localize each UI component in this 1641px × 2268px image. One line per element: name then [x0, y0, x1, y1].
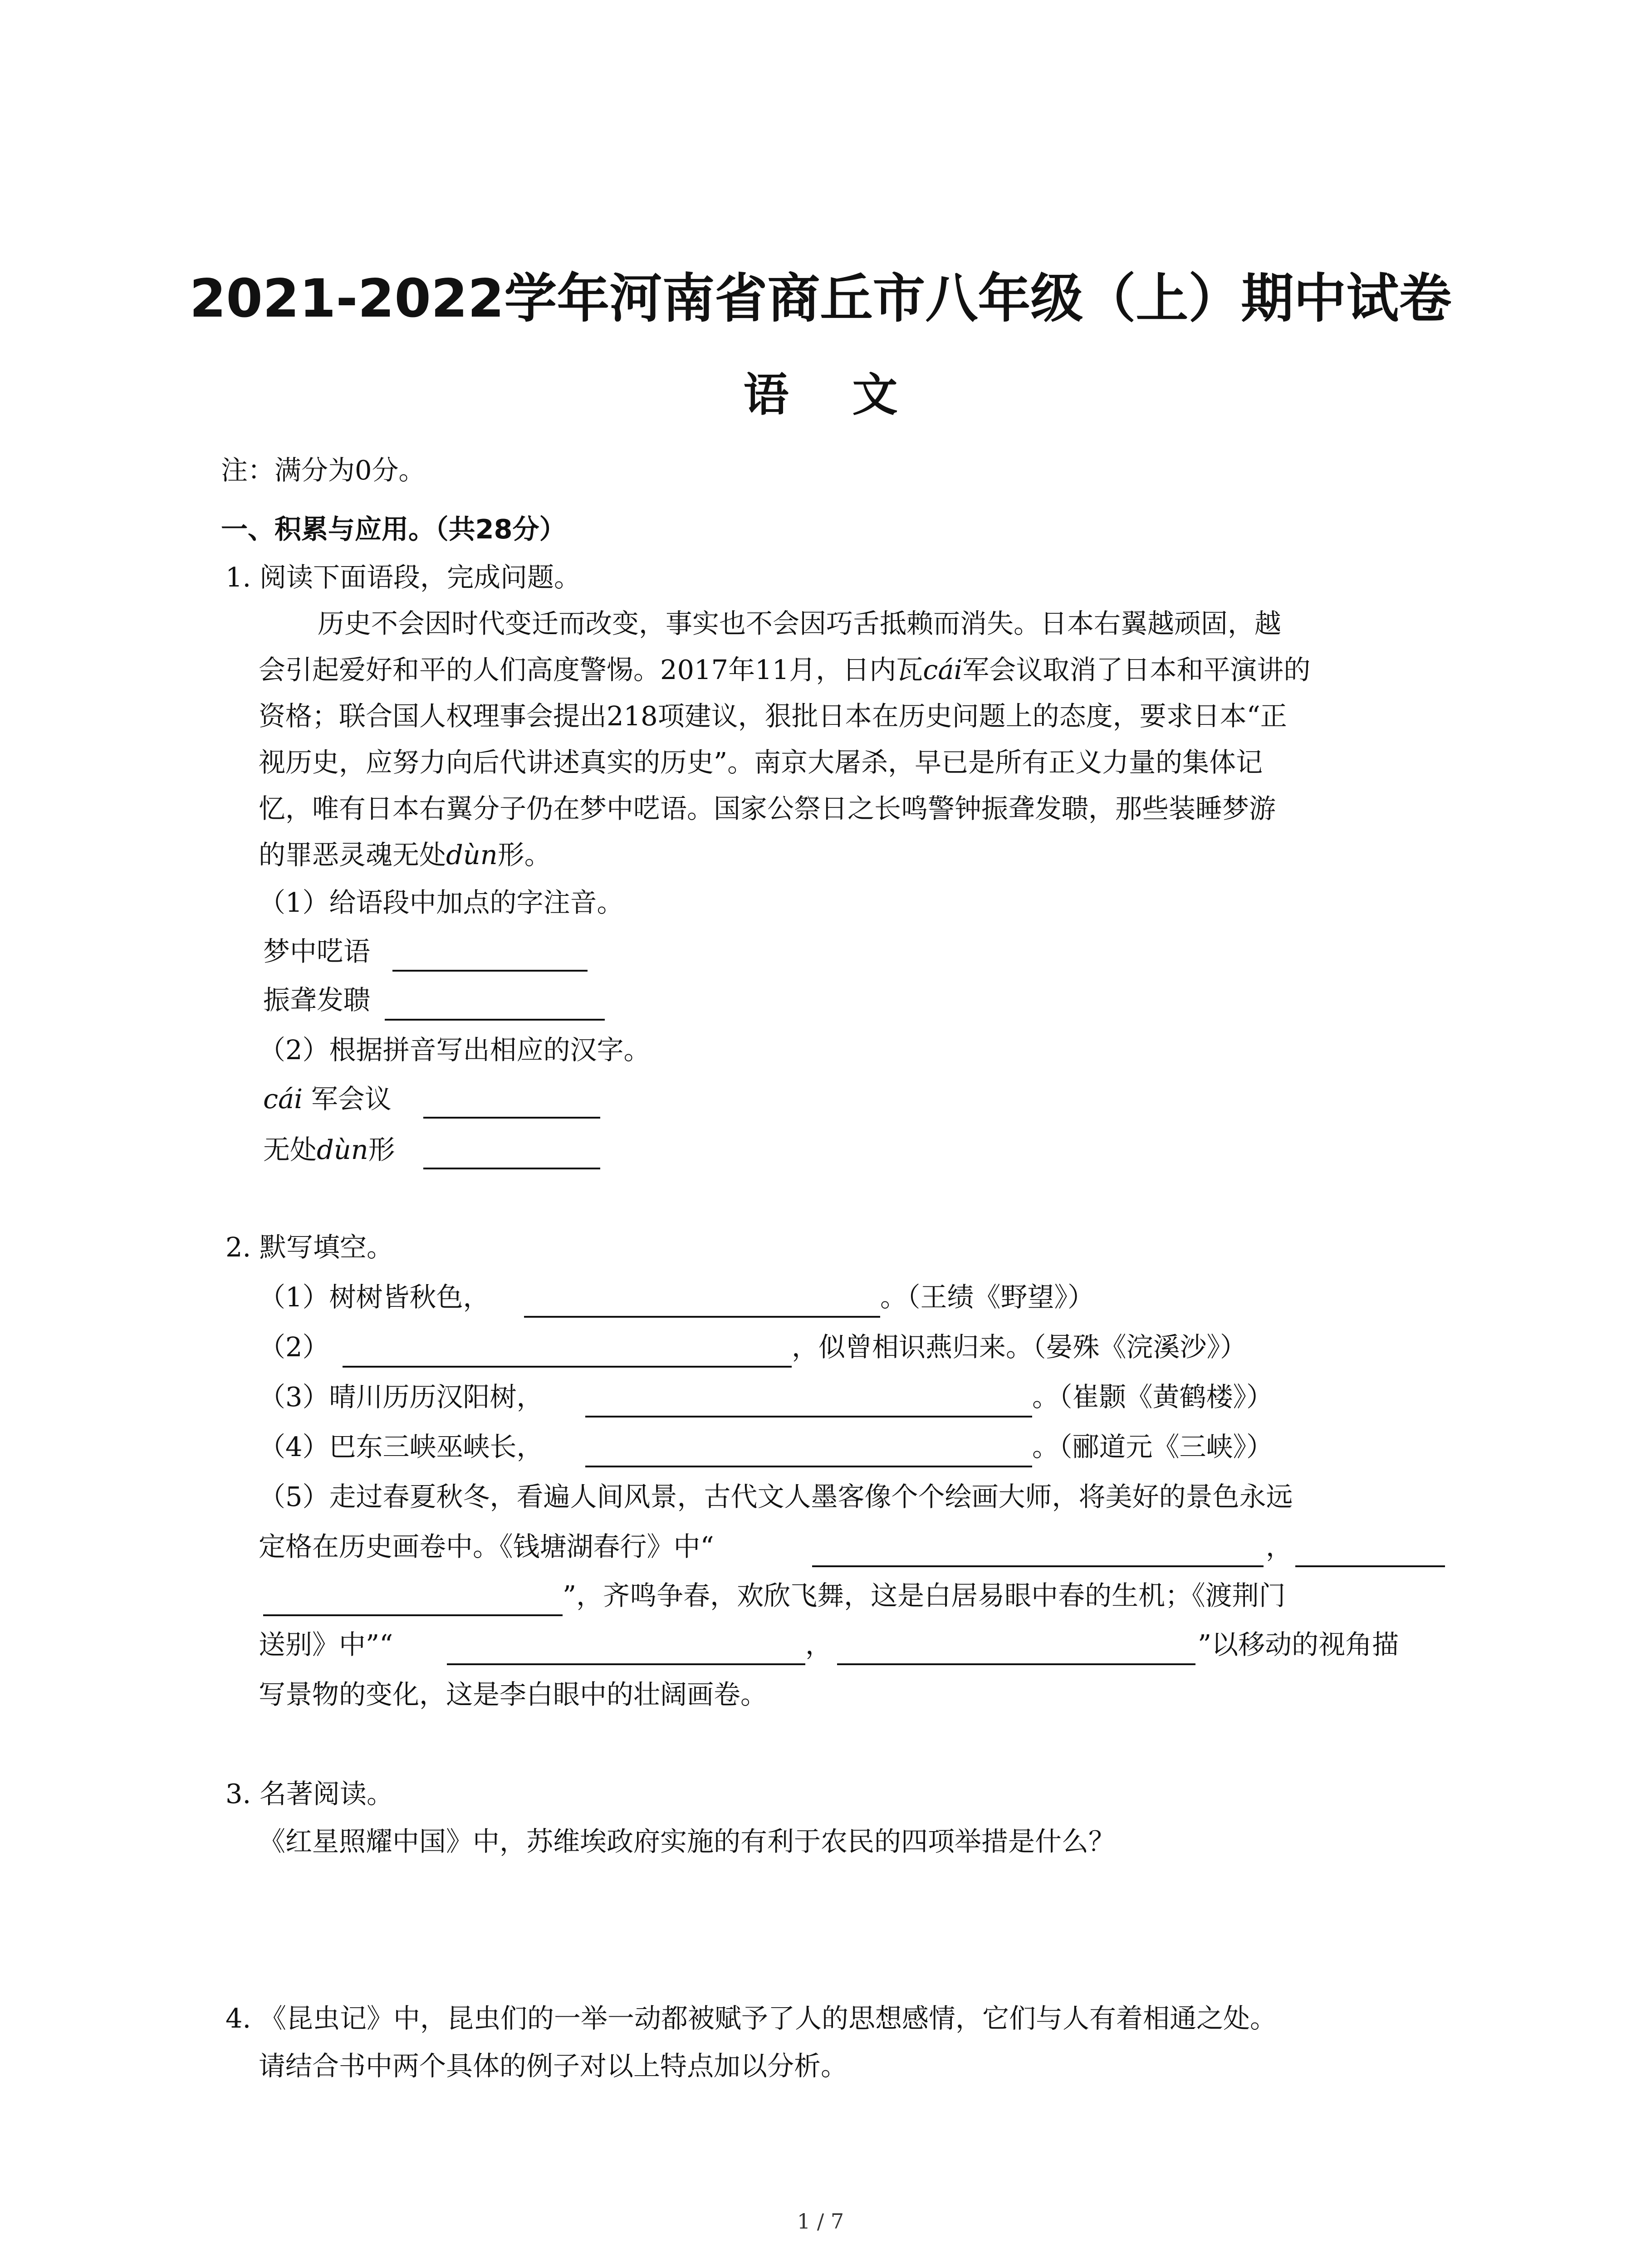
section-heading: 一、积累与应用。（共28分）: [221, 513, 566, 545]
answer-blank[interactable]: [423, 1168, 600, 1169]
q1-passage-line: 会引起爱好和平的人们高度警惕。2017年11月，日内瓦cái军会议取消了日本和平演讲的: [259, 654, 1311, 685]
q2-line5-text: 定格在历史画卷中。《钱塘湖春行》中“: [259, 1531, 714, 1562]
q1-item-label: 梦中呓语: [263, 936, 371, 967]
page-number: 1 / 7: [797, 2209, 844, 2234]
answer-blank[interactable]: [343, 1366, 792, 1368]
answer-blank[interactable]: [447, 1663, 805, 1665]
q2-stem: 2. 默写填空。: [225, 1232, 394, 1263]
q1-stem: 1. 阅读下面语段，完成问题。: [225, 562, 581, 593]
q2-line-suffix: 。（郦道元《三峡》）: [1032, 1431, 1274, 1462]
q1-passage-line: 的罪恶灵魂无处dùn形。: [259, 839, 551, 870]
subject-title: 语文: [743, 368, 961, 421]
q1-item-label: 振聋发聩: [263, 984, 371, 1016]
q4-line: 请结合书中两个具体的例子对以上特点加以分析。: [259, 2050, 848, 2082]
answer-blank[interactable]: [837, 1663, 1195, 1665]
q2-comma: ，: [805, 1629, 833, 1660]
score-note: 注：满分为0分。: [221, 455, 426, 486]
q1-passage-line: 视历史，应努力向后代讲述真实的历史”。南京大屠杀，早已是所有正义力量的集体记: [259, 747, 1263, 778]
page-title: 2021-2022学年河南省商丘市八年级（上）期中试卷: [189, 268, 1452, 329]
q1-item-label: 无处dùn形: [263, 1134, 395, 1165]
q1-item-label: cái 军会议: [263, 1083, 392, 1114]
q2-line-prefix: （4）巴东三峡巫峡长，: [259, 1431, 544, 1462]
q3-text: 《红星照耀中国》中，苏维埃政府实施的有利于农民的四项举措是什么？: [259, 1826, 1116, 1857]
answer-blank[interactable]: [585, 1466, 1032, 1467]
pinyin-dun: dùn: [446, 839, 498, 870]
answer-blank[interactable]: [392, 970, 588, 972]
q1-passage-line: 历史不会因时代变迁而改变，事实也不会因巧舌抵赖而消失。日本右翼越顽固，越: [318, 608, 1282, 639]
q1-passage-line: 资格；联合国人权理事会提出218项建议，狠批日本在历史问题上的态度，要求日本“正: [259, 700, 1287, 732]
q2-line-prefix: （1）树树皆秋色，: [259, 1281, 490, 1313]
answer-blank[interactable]: [423, 1117, 600, 1119]
q4-line: 4. 《昆虫记》中，昆虫们的一举一动都被赋予了人的思想感情，它们与人有着相通之处。: [225, 2003, 1277, 2034]
q1-sub2: （2）根据拼音写出相应的汉字。: [259, 1034, 651, 1066]
answer-blank[interactable]: [585, 1416, 1032, 1418]
q2-line-prefix: （3）晴川历历汉阳树，: [259, 1381, 544, 1413]
answer-blank[interactable]: [812, 1565, 1264, 1567]
q2-line5-text: （5）走过春夏秋冬，看遍人间风景，古代文人墨客像个个绘画大师，将美好的景色永远: [259, 1481, 1293, 1512]
q2-line-suffix: 。（王绩《野望》）: [880, 1281, 1095, 1313]
q2-comma: ，: [1266, 1531, 1293, 1562]
q2-line-suffix: 。（崔颢《黄鹤楼》）: [1032, 1381, 1274, 1413]
answer-blank[interactable]: [524, 1316, 880, 1318]
q1-passage-line: 忆，唯有日本右翼分子仍在梦中呓语。国家公祭日之长鸣警钟振聋发聩，那些装睡梦游: [259, 793, 1276, 824]
q2-line-suffix: ，似曾相识燕归来。（晏殊《浣溪沙》）: [792, 1331, 1247, 1363]
q2-line5-text: 送别》中”“: [259, 1629, 393, 1660]
q2-line5-text: 写景物的变化，这是李白眼中的壮阔画卷。: [259, 1679, 768, 1710]
answer-blank[interactable]: [385, 1019, 605, 1021]
answer-blank[interactable]: [263, 1614, 563, 1616]
q2-line5-text: ”以移动的视角描: [1198, 1629, 1399, 1660]
answer-blank[interactable]: [1295, 1565, 1445, 1567]
q2-line-prefix: （2）: [259, 1331, 329, 1363]
q2-line5-text: ”，齐鸣争春，欢欣飞舞，这是白居易眼中春的生机；《渡荆门: [563, 1580, 1286, 1611]
q1-sub1: （1）给语段中加点的字注音。: [259, 887, 624, 918]
q3-stem: 3. 名著阅读。: [225, 1778, 394, 1809]
pinyin-cai: cái: [923, 654, 963, 685]
